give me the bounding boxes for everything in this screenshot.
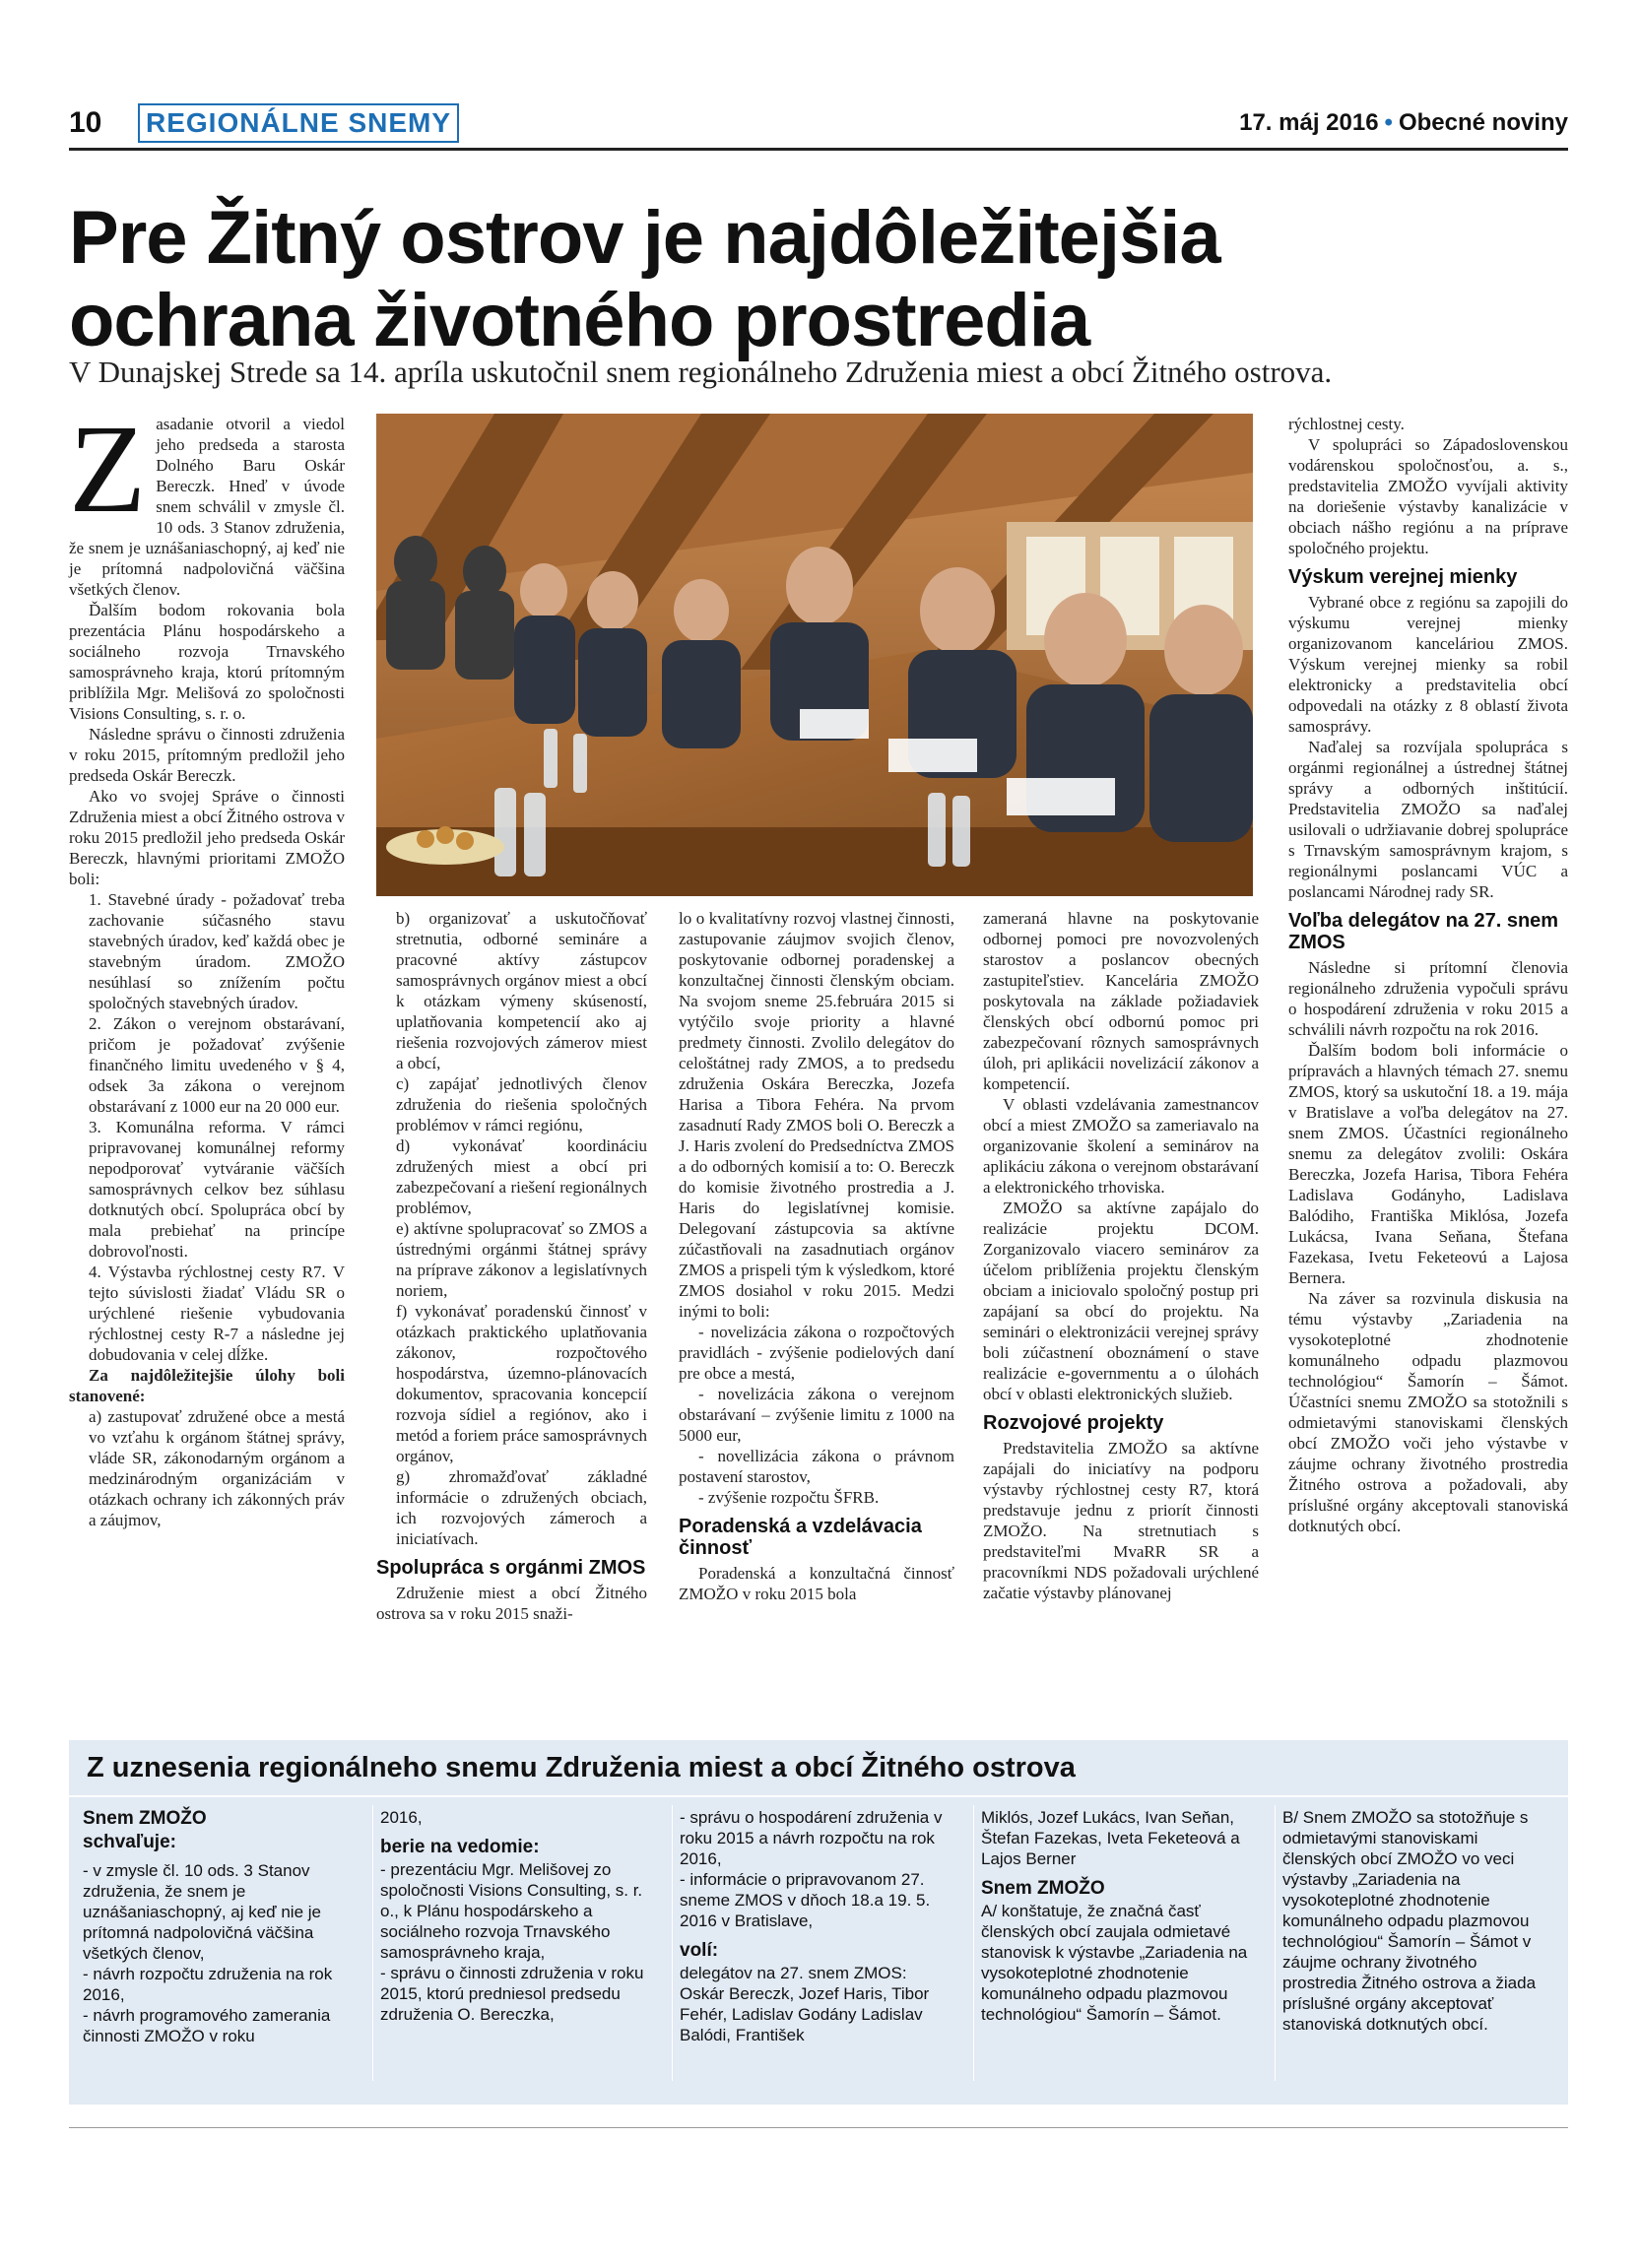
list-item: c) zapájať jednotlivých členov združenia do riešenia spoločných problémov v rámci regiónu, [396,1074,647,1134]
resolution-item: - správu o činnosti združenia v roku 2015, ktorú predniesol predsedu združenia O. Bereczka, [380,1964,644,2024]
paragraph-bold: Za najdôležitejšie úlohy boli stanovené: [69,1366,345,1405]
resolution-box [69,1740,1568,2105]
article-column-5 [1288,414,1568,1536]
paragraph: Ako vo svojej Správe o činnosti Združenia miest a obcí Žitného ostrova v roku 2015 predložil jeho predseda Oskár Bereczk, hlavnými prioritami ZMOŽO boli: [69,787,345,888]
article-column-1 [69,399,345,1530]
paragraph: Následne správu o činnosti združenia v roku 2015, prítomným predložil jeho predseda Oskár Bereczk. [69,725,345,785]
list-item: a) zastupovať združené obce a mestá vo vzťahu k orgánom štátnej správy, vláde SR, zákonodarným orgánom a medzinárodným organizáciám v otázkach ochrany ich zákonných práv a záujmov, [89,1407,345,1529]
drop-cap: Z [69,399,147,539]
resolution-item: - v zmysle čl. 10 ods. 3 Stanov združenia, že snem je uznášaniaschopný, aj keď nie je prítomná nadpolovičná väčšina všetkých členov, [83,1861,321,1963]
section-label: REGIONÁLNE SNEMY [138,103,459,143]
subheading: Voľba delegátov na 27. snem ZMOS [1288,910,1559,953]
page-number: 10 [69,106,102,139]
issue-date: 17. máj 2016 [1239,109,1379,136]
resolution-item: 2016, [380,1808,423,1827]
paragraph: zameraná hlavne na poskytovanie odbornej pomoci pre novozvolených starostov a poslancov obecných zastupiteľstiev. Kancelária ZMOŽO poskytovala na základe požiadaviek členských obcí odbornú pomoc pri zabezpečovaní rôznych samosprávnych úloh, pri aplikácii novelizácií zákonov a kompetencií. [983,909,1259,1093]
article-column-2 [376,908,647,1624]
list-item: e) aktívne spolupracovať so ZMOS a ústrednými orgánmi štátnej správy na príprave zákonov a legislatívnych noriem, [396,1219,647,1300]
column-divider [973,1805,974,2081]
list-item: - novelizácia zákona o verejnom obstarávaní – zvýšenie limitu z 1000 na 5000 eur, [679,1385,954,1445]
subheading: Výskum verejnej mienky [1288,566,1518,588]
resolution-column-3 [680,1807,948,2045]
resolution-item: Miklós, Jozef Lukács, Ivan Seňan, Štefan Fazekas, Iveta Feketeová a Lajos Berner [981,1808,1240,1868]
paragraph: Ďalším bodom boli informácie o prípravách a hlavných témach 27. snemu ZMOS, ktorý sa uskutoční 18. a 19. mája v Bratislave a voľba delegátov na 27. snem ZMOS. Účastníci regionálneho snemu za delegátov zvolili: Oskára Bereczka, Jozefa Harisa, Tibora Fehéra Ladislava Godányho, Ladislava Balódiho, Františka Miklósa, Jozefa Lukácsa, Ivana Seňana, Štefana Fazekasa, Ivetu Feketeovú a Lajosa Bernera. [1288,1041,1568,1287]
resolution-box-title: Z uznesenia regionálneho snemu Združenia miest a obcí Žitného ostrova [87,1752,1076,1783]
box-divider [69,1795,1568,1797]
list-item: d) vykonávať koordináciu združených miest a obcí pri zabezpečovaní a riešení regionálnych problémov, [396,1136,647,1217]
resolution-item: delegátov na 27. snem ZMOS: Oskár Bereczk, Jozef Haris, Tibor Fehér, Ladislav Godány Ladislav Balódi, František [680,1964,930,2044]
meeting-photo [376,414,1253,896]
column-divider [672,1805,673,2081]
resolution-item: A/ konštatuje, že značná časť členských obcí zaujala odmietavé stanovisk k výstavbe „Zariadenia na vysokoteplotné zhodnotenie komunálneho odpadu plazmovou technológiou“ Šamorín – Šámot. [981,1902,1248,2024]
paragraph: Následne si prítomní členovia regionálneho združenia vypočuli správu o hospodárení združenia v roku 2015 a schválili návrh rozpočtu na rok 2016. [1288,958,1568,1039]
resolution-heading: Snem ZMOŽO [83,1808,207,1829]
subheading: Poradenská a vzdelávacia činnosť [679,1516,922,1559]
resolution-column-1 [83,1807,351,2046]
resolution-item: B/ Snem ZMOŽO sa stotožňuje s odmietavými stanoviskami členských obcí ZMOŽO vo veci výstavby „Zariadenia na vysokoteplotné zhodnotenie komunálneho odpadu plazmovou technológiou“ Šamorín – Šámot v záujme ochrany životného prostredia Žitného ostrova a žiada príslušné orgány akceptovať stanoviská dotknutých obcí. [1282,1808,1537,2034]
resolution-column-4 [981,1807,1253,2025]
subheading: Rozvojové projekty [983,1412,1164,1434]
paragraph: Na záver sa rozvinula diskusia na tému výstavby „Zariadenia na vysokoteplotné zhodnotenie komunálneho odpadu plazmovou technológiou“ Šamorín – Šámot. Účastníci snemu ZMOŽO sa stotožnili s odmietavými stanoviskami členských obcí ZMOŽO voči jeho výstavbe v záujme ochrany životného prostredia Žitného ostrova a požadovali, aby príslušné orgány akceptovali stanoviská dotknutých obcí. [1288,1289,1568,1535]
paragraph: rýchlostnej cesty. [1288,415,1405,433]
article-standfirst: V Dunajskej Strede sa 14. apríla uskutočnil snem regionálneho Združenia miest a obcí Žitného ostrova. [69,355,1333,389]
paragraph: V oblasti vzdelávania zamestnancov obcí a miest ZMOŽO sa zameriavalo na organizovanie školení a seminárov na aplikáciu zákona o verejnom obstarávaní a elektronického trhoviska. [983,1095,1259,1197]
list-item: 3. Komunálna reforma. V rámci pripravovanej komunálnej reformy nepodporovať vytváranie väčších samosprávnych celkov bez súhlasu dotknutých obcí. Spolupráca obcí by mala prebiehať na princípe dobrovoľnosti. [89,1118,345,1261]
resolution-column-2 [380,1807,648,2025]
resolution-item: - správu o hospodárení združenia v roku 2015 a návrh rozpočtu na rok 2016, [680,1808,943,1868]
paragraph: asadanie otvoril a viedol jeho predseda a starosta Dolného Baru Oskár Bereczk. Hneď v úvode snem schválil v zmysle čl. 10 ods. 3 Stanov združenia, že snem je uznášaniaschopný, aj keď nie je prítomná nadpolovičná väčšina všetkých členov. [69,415,345,599]
paragraph: ZMOŽO sa aktívne zapájalo do realizácie projektu DCOM. Zorganizovalo viacero seminárov za účelom priblíženia projektu členským obciam a iniciovalo spoločný postup pri zapájaní sa obcí do projektu. Na seminári o elektronizácii verejnej správy boli zúčastnení oboznámení o stave realizácie e-governmentu a o úlohách obcí v oblasti elektronických služieb. [983,1199,1259,1403]
resolution-item: - prezentáciu Mgr. Melišovej zo spoločnosti Visions Consulting, s. r. o., k Plánu hospodárskeho a sociálneho rozvoja Trnavského samosprávneho kraja, [380,1860,643,1962]
list-item: f) vykonávať poradenskú činnosť v otázkach praktického uplatňovania zákonov, rozpočtového hospodárstva, územno-plánovacích dokumentov, spracovania koncepcií rozvoja sídiel a regiónov, ako i metód a foriem práce samosprávnych orgánov, [396,1302,647,1465]
list-item: g) zhromažďovať základné informácie o združených obciach, ich rozvojových zámeroch a iniciatívach. [396,1467,647,1548]
paragraph: Vybrané obce z regiónu sa zapojili do výskumu verejnej mienky organizovanom kanceláriou ZMOS. Výskum verejnej mienky sa robil elektronicky a predstavitelia obcí odpovedali na otázky z 8 oblastí života samosprávy. [1288,593,1568,736]
subheading: Spolupráca s orgánmi ZMOS [376,1557,646,1579]
paragraph: V spolupráci so Západoslovenskou vodárenskou spoločnosťou, a. s., predstavitelia ZMOŽO vyvíjali aktivity na doriešenie výstavby kanalizácie v obciach nášho regiónu a na príprave spoločného projektu. [1288,435,1568,557]
paragraph: Ďalším bodom rokovania bola prezentácia Plánu hospodárskeho a sociálneho rozvoja Trnavského samosprávneho kraja, ktorú prítomným priblížila Mgr. Melišová zo spoločnosti Visions Consulting, s. r. o. [69,601,345,723]
paragraph: Poradenská a konzultačná činnosť ZMOŽO v roku 2015 bola [679,1564,954,1603]
list-item: 2. Zákon o verejnom obstarávaní, pričom je požadovať zvýšenie finančného limitu uvedeného v § 4, odsek 3a zákona o verejnom obstarávaní z 1000 eur na 20 000 eur. [89,1014,345,1116]
issue-info [1239,103,1568,143]
paragraph: Združenie miest a obcí Žitného ostrova sa v roku 2015 snaži- [376,1584,647,1623]
column-divider [1275,1805,1276,2081]
separator-dot: • [1384,109,1393,136]
list-item: 4. Výstavba rýchlostnej cesty R7. V tejto súvislosti žiadať Vládu SR o urýchlené riešenie vybudovania rýchlostnej cesty R-7 a následne jej dobudovania v celej dĺžke. [89,1263,345,1364]
paragraph: Naďalej sa rozvíjala spolupráca s orgánmi regionálnej a ústrednej štátnej správy a odborných inštitúcií. Predstavitelia ZMOŽO sa naďalej usilovali o udržiavanie dobrej spolupráce s Trnavským samosprávnym krajom, s regionálnymi poslancami VÚC a poslancami Národnej rady SR. [1288,738,1568,901]
list-item: 1. Stavebné úrady - požadovať treba zachovanie súčasného stavu stavebných úradov, keď každá obec je stavebným úradom. ZMOŽO nesúhlasí so znížením počtu spoločných stavebných úradov. [89,890,345,1012]
paragraph: Predstavitelia ZMOŽO sa aktívne zapájali do iniciatívy na podporu výstavby rýchlostnej cesty R7, ktorá predstavuje jednu z priorít činnosti ZMOŽO. Na stretnutiach s predstaviteľmi MvaRR SR a pracovníkmi NDS požadovali urýchlené začatie výstavby plánovanej [983,1439,1259,1602]
headline-line-1: Pre Žitný ostrov je najdôležitejšia [69,196,1220,280]
resolution-item: - návrh rozpočtu združenia na rok 2016, [83,1965,333,2004]
resolution-heading: schvaľuje: [83,1832,176,1852]
list-item: b) organizovať a uskutočňovať stretnutia, odborné semináre a pracovné aktívy zástupcov samosprávnych orgánov miest a obcí k otázkam výmeny skúseností, uplatňovania kompetencií ako aj riešenia rozvojových zámerov miest a obcí, [396,909,647,1072]
article-column-3 [679,908,954,1604]
header-rule [69,148,1568,151]
paragraph: lo o kvalitatívny rozvoj vlastnej činnosti, zastupovanie záujmov svojich členov, poskytovanie odbornej poradenskej a konzultačnej činnosti členským obciam. Na svojom sneme 25.februára 2015 si vytýčilo svoje priority a hlavné predmety činnosti. Zvolilo delegátov do celoštátnej rady ZMOS, a to predsedu združenia Oskára Bereczka, Jozefa Harisa a Tibora Fehéra. Na prvom zasadnutí Rady ZMOS boli O. Bereczk a J. Haris zvolení do Predsedníctva ZMOS a do odborných komisií a to: O. Bereczk do komisie životného prostredia a J. Haris do legislatívnej komisie. Delegovaní zástupcovia sa aktívne zúčastňovali na zasadnutiach orgánov ZMOS a prispeli tým k výsledkom, ktoré ZMOS dosiahol v roku 2015. Medzi inými to boli: [679,909,955,1321]
headline-line-2: ochrana životného prostredia [69,279,1090,362]
list-item: - novelizácia zákona o rozpočtových pravidlách - zvýšenie podielových daní pre obce a mestá, [679,1323,954,1383]
resolution-heading: Snem ZMOŽO [981,1878,1105,1899]
list-item: - zvýšenie rozpočtu ŠFRB. [698,1488,880,1507]
resolution-item: - návrh programového zamerania činnosti ZMOŽO v roku [83,2006,331,2045]
list-item: - novellizácia zákona o právnom postavení starostov, [679,1447,954,1486]
resolution-column-5 [1282,1807,1554,2035]
column-divider [372,1805,373,2081]
resolution-heading: volí: [680,1940,719,1961]
meeting-photo-image [376,414,1253,896]
publication-name: Obecné noviny [1398,109,1568,136]
article-headline [69,197,1568,362]
bottom-rule [69,2127,1568,2128]
page-header [69,103,1568,143]
resolution-heading: berie na vedomie: [380,1837,540,1857]
article-column-4 [983,908,1259,1603]
resolution-item: - informácie o pripravovanom 27. sneme ZMOS v dňoch 18.a 19. 5. 2016 v Bratislave, [680,1870,931,1930]
